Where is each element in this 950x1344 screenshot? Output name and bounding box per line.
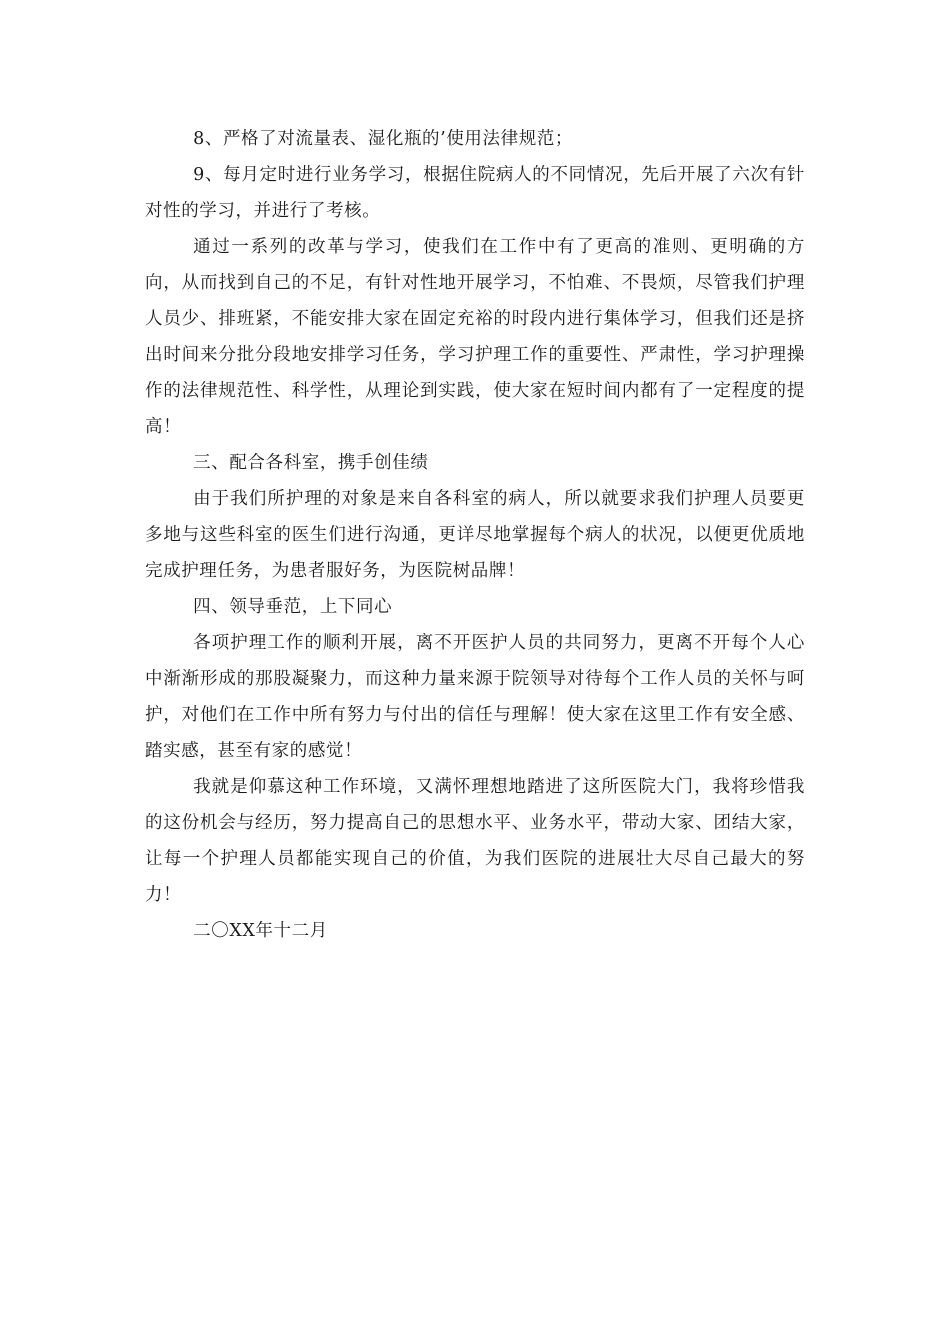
paragraph-item-8: 8、严格了对流量表、湿化瓶的’使用法律规范；: [193, 129, 574, 149]
paragraph-item-9: 9、每月定时进行业务学习，根据住院病人的不同情况，先后开展了六次有针对性的学习，并进行了考核。: [145, 165, 805, 221]
paragraph-cooperation: 由于我们所护理的对象是来自各科室的病人，所以就要求我们护理人员要更多地与这些科室的医生们进行沟通，更详尽地掌握每个病人的状况，以便更优质地完成护理任务，为患者服好务，为医院树品牌！: [145, 489, 805, 581]
paragraph-conclusion: 我就是仰慕这种工作环境，又满怀理想地踏进了这所医院大门，我将珍惜我的这份机会与经历，努力提高自己的思想水平、业务水平，带动大家、团结大家，让每一个护理人员都能实现自己的价值，为我们医院的进展壮大尽自己最大的努力！: [145, 777, 805, 905]
document-date: 二〇XX年十二月: [193, 921, 328, 941]
paragraph-leadership: 各项护理工作的顺利开展，离不开医护人员的共同努力，更离不开每个人心中渐渐形成的那股凝聚力，而这种力量来源于院领导对待每个工作人员的关怀与呵护，对他们在工作中所有努力与付出的信任与理解！使大家在这里工作有安全感、踏实感，甚至有家的感觉！: [145, 633, 805, 761]
section-heading-4: 四、领导垂范，上下同心: [193, 597, 393, 617]
paragraph-reform-study: 通过一系列的改革与学习，使我们在工作中有了更高的准则、更明确的方向，从而找到自己的不足，有针对性地开展学习，不怕难、不畏烦，尽管我们护理人员少、排班紧，不能安排大家在固定充裕的时段内进行集体学习，但我们还是挤出时间来分批分段地安排学习任务，学习护理工作的重要性、严肃性，学习护理操作的法律规范性、科学性，从理论到实践，使大家在短时间内都有了一定程度的提高！: [145, 237, 805, 437]
document-body: [145, 121, 805, 949]
section-heading-3: 三、配合各科室，携手创佳绩: [193, 453, 429, 473]
